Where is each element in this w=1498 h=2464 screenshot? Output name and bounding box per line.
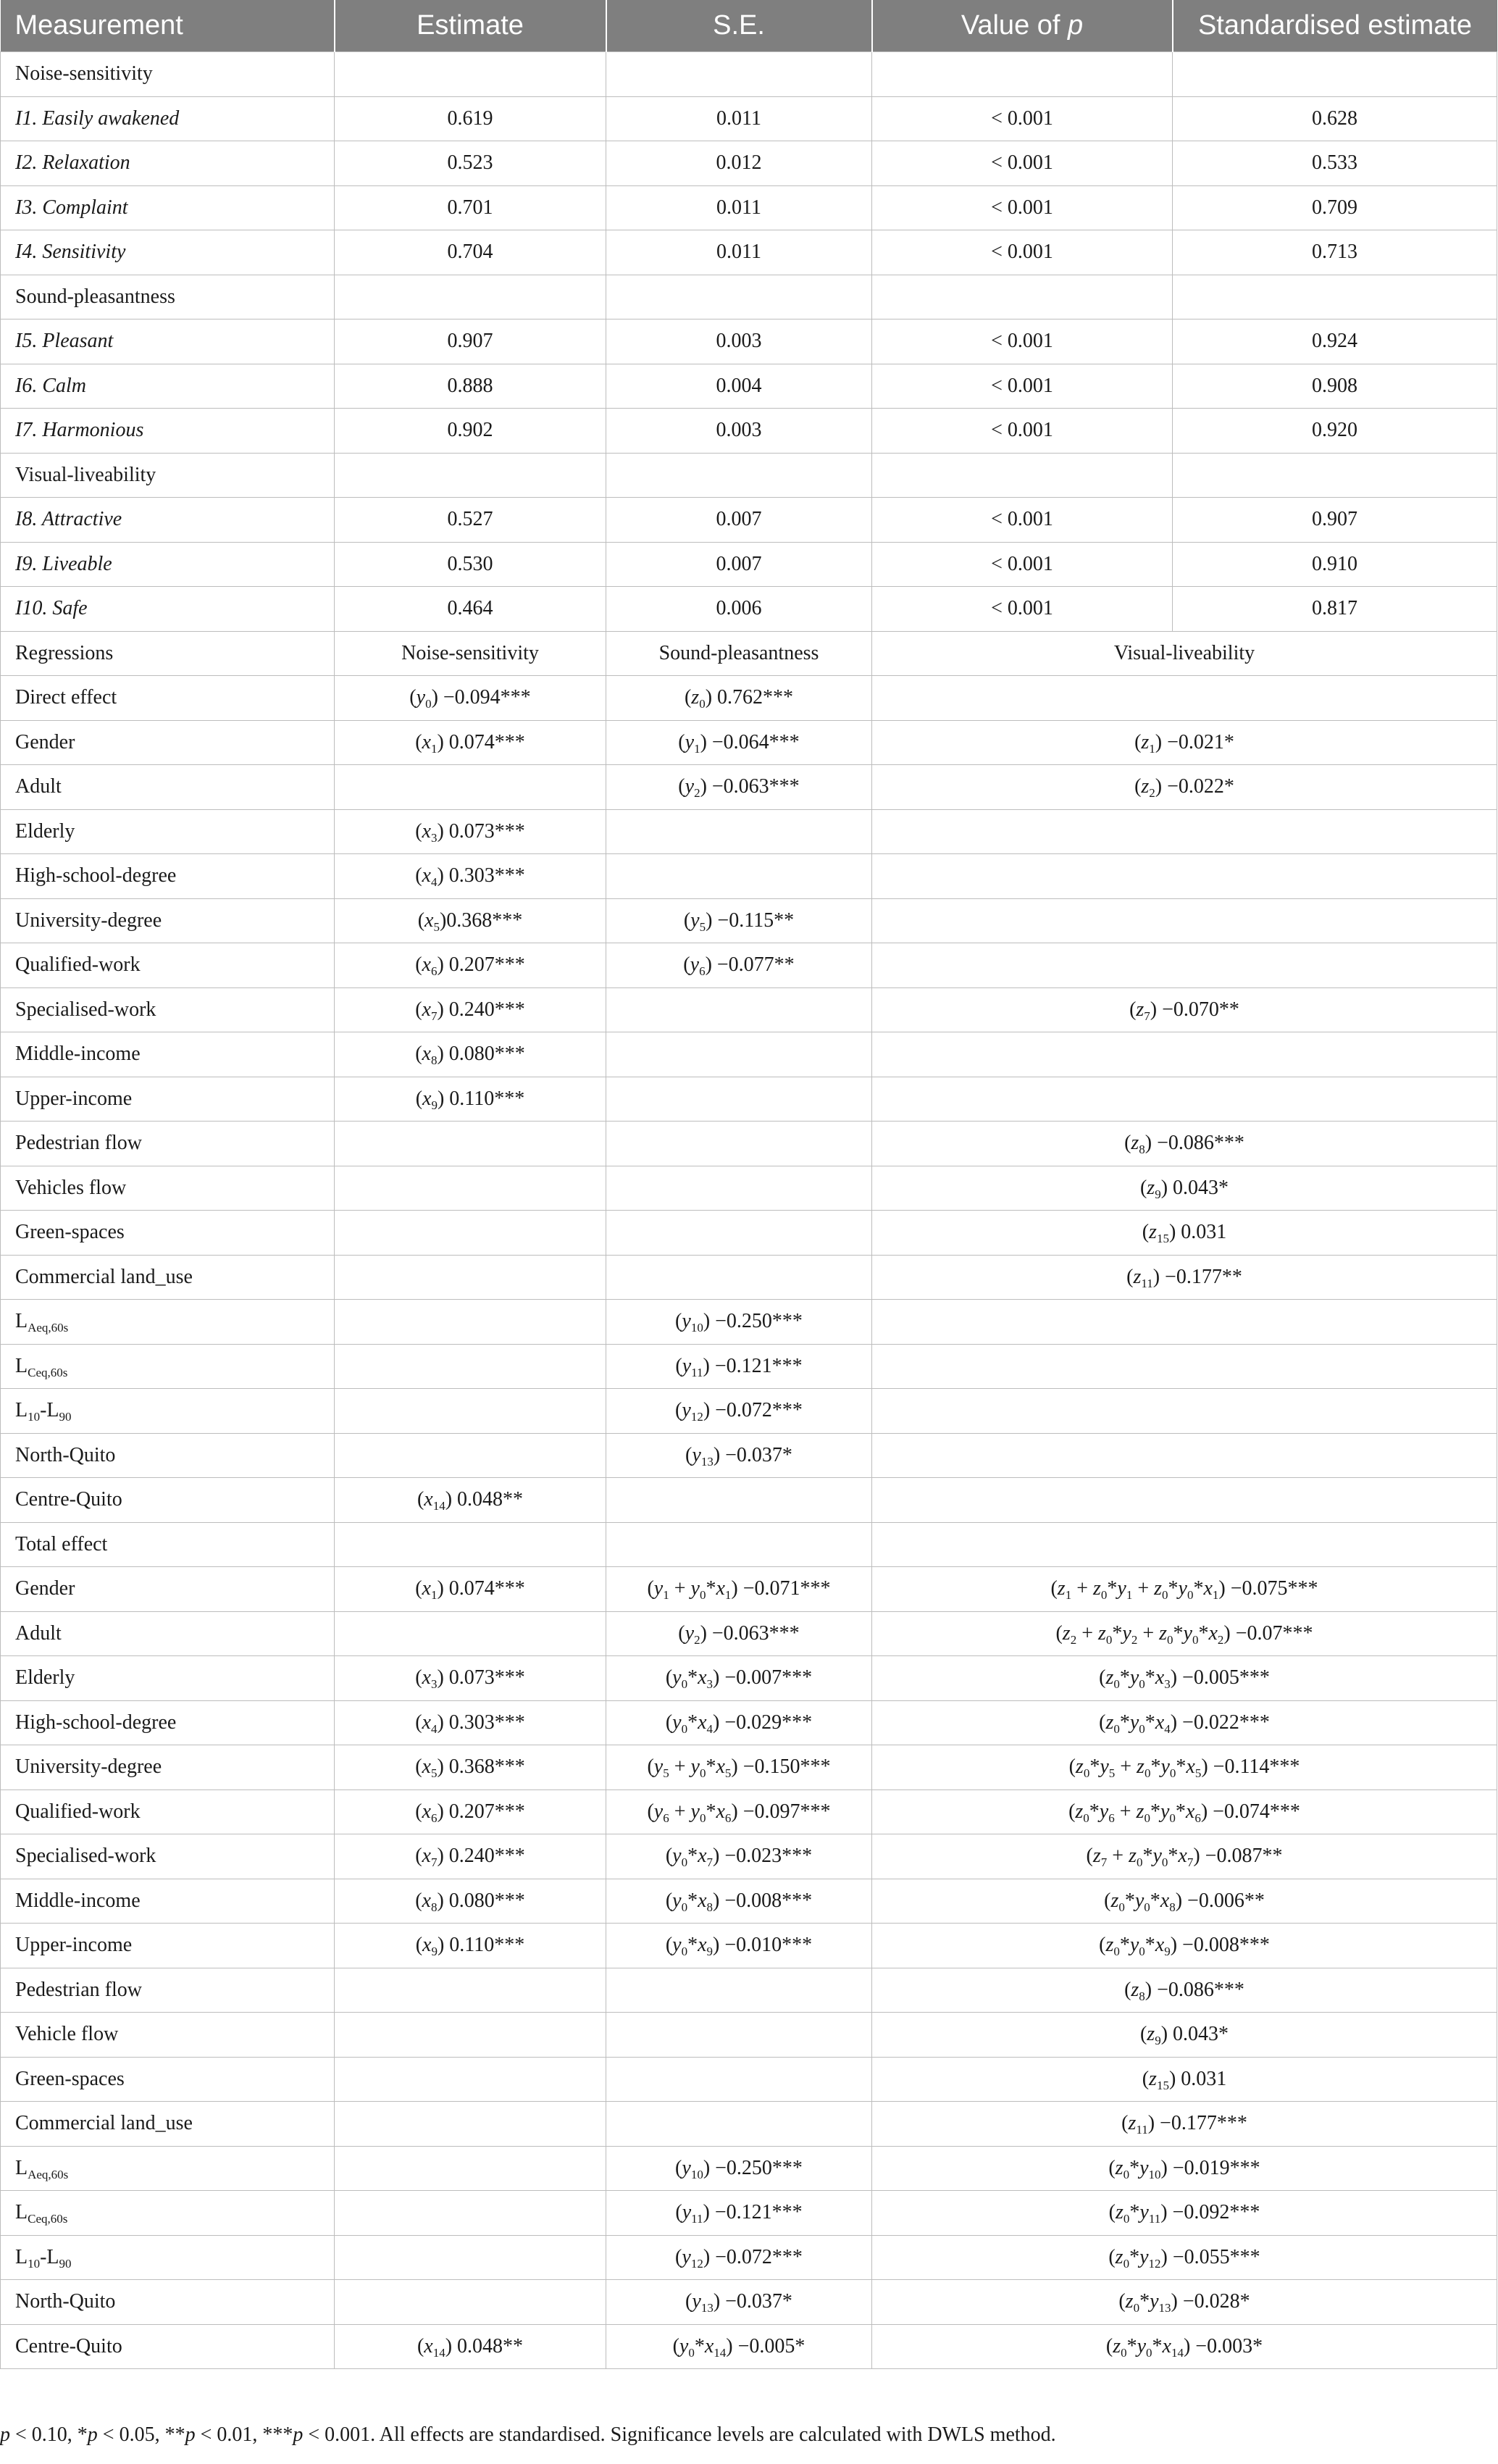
table-cell: $(z_0*y_5 + z_0*y_0*x_5) -0.114***$ [872, 1745, 1497, 1790]
table-row [1, 676, 1497, 721]
table-cell: $(y_0*x_7) -0.023***$ [606, 1834, 872, 1879]
table-row [1, 2191, 1497, 2236]
table-cell: $(z_{15})$ 0.031 [872, 1211, 1497, 1256]
table-cell: 0.704 [335, 230, 606, 275]
table-cell: $(x_{14})$ 0.048** [335, 2324, 606, 2369]
table-cell: $(x_1)$ 0.074*** [335, 1567, 606, 1612]
table-cell: $(z_9)$ 0.043* [872, 1166, 1497, 1211]
table-cell: $(z_8) -0.086***$ [872, 1968, 1497, 2013]
table-cell [872, 676, 1497, 721]
table-cell: $(x_4)$ 0.303*** [335, 854, 606, 899]
table-cell [335, 2102, 606, 2147]
table-cell [872, 854, 1497, 899]
table-cell [335, 1968, 606, 2013]
table-cell: $(z_{11}) -0.177**$ [872, 1255, 1497, 1300]
table-cell [1173, 52, 1497, 97]
row-label: $L_{Aeq,60s}$ [1, 1300, 335, 1345]
table-cell: $(z_0*y_0*x_{14}) -0.003*$ [872, 2324, 1497, 2369]
table-cell: 0.012 [606, 141, 872, 186]
table-cell: $(y_0) -0.094***$ [335, 676, 606, 721]
table-cell: 0.713 [1173, 230, 1497, 275]
row-label: Adult [1, 765, 335, 810]
table-row [1, 1344, 1497, 1389]
table-cell [872, 1389, 1497, 1434]
table-cell: $(x_8)$ 0.080*** [335, 1032, 606, 1077]
table-cell: 0.628 [1173, 96, 1497, 141]
table-cell: $(z_8) -0.086***$ [872, 1122, 1497, 1166]
table-row [1, 453, 1497, 498]
table-cell: $(y_{12}) -0.072***$ [606, 1389, 872, 1434]
row-label: Sound-pleasantness [1, 275, 335, 320]
table-cell: $(y_{11}) -0.121***$ [606, 2191, 872, 2236]
table-cell: $(y_0*x_{14}) -0.005*$ [606, 2324, 872, 2369]
table-header [1, 0, 1497, 52]
row-label: Pedestrian flow [1, 1122, 335, 1166]
table-cell: $(z_7 + z_0*y_0*x_7) -0.087**$ [872, 1834, 1497, 1879]
row-label: Qualified-work [1, 1789, 335, 1834]
table-cell: $(z_7) -0.070**$ [872, 987, 1497, 1032]
table-cell: 0.011 [606, 185, 872, 230]
row-label: Specialised-work [1, 1834, 335, 1879]
table-cell: 0.006 [606, 587, 872, 632]
row-label: Specialised-work [1, 987, 335, 1032]
table-body [1, 52, 1497, 2369]
table-cell [606, 1032, 872, 1077]
table-cell: $(y_{10}) -0.250***$ [606, 2146, 872, 2191]
table-cell [606, 275, 872, 320]
table-cell [872, 1478, 1497, 1523]
table-cell [606, 1122, 872, 1166]
table-cell [335, 1433, 606, 1478]
table-cell: $(z_1) -0.021*$ [872, 720, 1497, 765]
table-row [1, 1211, 1497, 1256]
table-cell: < 0.001 [872, 409, 1173, 454]
table-cell: $(z_0*y_{11}) -0.092***$ [872, 2191, 1497, 2236]
table-cell: $(x_7)$ 0.240*** [335, 987, 606, 1032]
row-label: Middle-income [1, 1879, 335, 1924]
table-cell: 0.910 [1173, 542, 1497, 587]
table-cell [606, 987, 872, 1032]
table-row [1, 809, 1497, 854]
table-row [1, 1879, 1497, 1924]
table-cell [872, 52, 1173, 97]
table-row [1, 498, 1497, 543]
table-cell [872, 1077, 1497, 1122]
table-cell: $(z_9)$ 0.043* [872, 2013, 1497, 2058]
row-label: I8. Attractive [1, 498, 335, 543]
table-cell [335, 1522, 606, 1567]
table-row [1, 1968, 1497, 2013]
table-row [1, 96, 1497, 141]
table-cell: $(z_0*y_0*x_4) -0.022***$ [872, 1700, 1497, 1745]
table-cell [335, 1122, 606, 1166]
table-cell [872, 1522, 1497, 1567]
table-cell: $(x_8)$ 0.080*** [335, 1879, 606, 1924]
table-cell: $(y_0*x_8) -0.008***$ [606, 1879, 872, 1924]
table-cell: $(x_3)$ 0.073*** [335, 809, 606, 854]
row-label: $L_{Aeq,60s}$ [1, 2146, 335, 2191]
table-cell: < 0.001 [872, 320, 1173, 364]
table-cell: < 0.001 [872, 542, 1173, 587]
table-cell: 0.924 [1173, 320, 1497, 364]
header-p-value-label: Value of p [961, 10, 1084, 41]
table-cell: $(z_{11}) -0.177***$ [872, 2102, 1497, 2147]
table-cell: 0.007 [606, 542, 872, 587]
table-row [1, 1433, 1497, 1478]
table-cell: 0.888 [335, 364, 606, 409]
table-cell: 0.003 [606, 409, 872, 454]
table-cell [335, 1389, 606, 1434]
header-standardised: Standardised estimate [1173, 0, 1497, 52]
table-cell [606, 2102, 872, 2147]
table-cell [335, 453, 606, 498]
table-cell: $(z_0*y_{13}) -0.028*$ [872, 2280, 1497, 2325]
row-label: I1. Easily awakened [1, 96, 335, 141]
row-label: Elderly [1, 809, 335, 854]
header-measurement: Measurement [1, 0, 335, 52]
table-cell: $(z_2 + z_0*y_2 + z_0*y_0*x_2) -0.07***$ [872, 1611, 1497, 1656]
table-cell [335, 2146, 606, 2191]
table-cell: < 0.001 [872, 230, 1173, 275]
table-footnote: p < 0.10, *p < 0.05, **p < 0.01, ***p < 0.001. All effects are standardised. Significance levels are calculated with DWLS method. [0, 2423, 1056, 2446]
table-cell [335, 2057, 606, 2102]
table-row [1, 1789, 1497, 1834]
table-cell [335, 52, 606, 97]
table-row [1, 2280, 1497, 2325]
table-cell: $(y_{13}) -0.037*$ [606, 1433, 872, 1478]
table-cell: $(y_{10}) -0.250***$ [606, 1300, 872, 1345]
table-cell: $(y_6) -0.077**$ [606, 943, 872, 988]
table-cell [1173, 453, 1497, 498]
table-row [1, 141, 1497, 186]
row-label: Noise-sensitivity [1, 52, 335, 97]
table-cell [335, 765, 606, 810]
table-cell: $(x_5)$ 0.368*** [335, 1745, 606, 1790]
table-row [1, 898, 1497, 943]
row-label: Upper-income [1, 1924, 335, 1968]
row-label: $L_{Ceq,60s}$ [1, 2191, 335, 2236]
table-cell: $(x_{14})$ 0.048** [335, 1478, 606, 1523]
table-cell: < 0.001 [872, 141, 1173, 186]
row-label: High-school-degree [1, 854, 335, 899]
table-row [1, 320, 1497, 364]
table-cell: $(y_5) -0.115**$ [606, 898, 872, 943]
table-cell: $(x_1)$ 0.074*** [335, 720, 606, 765]
table-cell: $(y_0*x_3) -0.007***$ [606, 1656, 872, 1701]
table-cell [872, 275, 1173, 320]
row-label: High-school-degree [1, 1700, 335, 1745]
table-row [1, 987, 1497, 1032]
row-label: Middle-income [1, 1032, 335, 1077]
table-row [1, 1300, 1497, 1345]
table-cell: 0.004 [606, 364, 872, 409]
table-row [1, 2013, 1497, 2058]
row-label: University-degree [1, 898, 335, 943]
row-label: Total effect [1, 1522, 335, 1567]
table-cell: $(y_1 + y_0*x_1) -0.071***$ [606, 1567, 872, 1612]
row-label: Green-spaces [1, 1211, 335, 1256]
table-cell [335, 275, 606, 320]
table-cell: $(x_3)$ 0.073*** [335, 1656, 606, 1701]
table-cell: $(x_6)$ 0.207*** [335, 1789, 606, 1834]
table-row [1, 631, 1497, 676]
table-cell [606, 2057, 872, 2102]
table-cell: $(z_{15})$ 0.031 [872, 2057, 1497, 2102]
table-cell [335, 1611, 606, 1656]
table-row [1, 1656, 1497, 1701]
table-row [1, 1567, 1497, 1612]
table-cell [872, 1032, 1497, 1077]
table-cell: $(y_5 + y_0*x_5) -0.150***$ [606, 1745, 872, 1790]
table-cell [1173, 275, 1497, 320]
table-row [1, 1745, 1497, 1790]
table-cell: 0.003 [606, 320, 872, 364]
table-row [1, 587, 1497, 632]
table-cell [872, 1344, 1497, 1389]
table-row [1, 1611, 1497, 1656]
table-cell [335, 1344, 606, 1389]
table-cell: < 0.001 [872, 185, 1173, 230]
table-row [1, 2324, 1497, 2369]
table-cell [606, 1522, 872, 1567]
table-row [1, 364, 1497, 409]
table-row [1, 542, 1497, 587]
table-cell [606, 1968, 872, 2013]
row-label: Vehicle flow [1, 2013, 335, 2058]
table-cell [606, 1211, 872, 1256]
row-label: Elderly [1, 1656, 335, 1701]
row-label: I2. Relaxation [1, 141, 335, 186]
table-cell: $(x_9)$ 0.110*** [335, 1077, 606, 1122]
table-cell [335, 1255, 606, 1300]
table-cell: < 0.001 [872, 364, 1173, 409]
table-cell: $(x_6)$ 0.207*** [335, 943, 606, 988]
table-cell: Sound-pleasantness [606, 631, 872, 676]
table-cell: 0.907 [335, 320, 606, 364]
table-row [1, 1032, 1497, 1077]
table-row [1, 2057, 1497, 2102]
row-label: Centre-Quito [1, 2324, 335, 2369]
header-p-value [872, 0, 1173, 52]
table-row [1, 1522, 1497, 1567]
table-row [1, 52, 1497, 97]
table-row [1, 1122, 1497, 1166]
table-cell: 0.907 [1173, 498, 1497, 543]
table-row [1, 2146, 1497, 2191]
table-cell: $(z_1 + z_0*y_1 + z_0*y_0*x_1) -0.075***$ [872, 1567, 1497, 1612]
table-cell: $(y_{11}) -0.121***$ [606, 1344, 872, 1389]
table-row [1, 1834, 1497, 1879]
row-label: I10. Safe [1, 587, 335, 632]
table-cell [606, 52, 872, 97]
table-row [1, 1700, 1497, 1745]
table-cell: $(y_2) -0.063***$ [606, 1611, 872, 1656]
table-cell: $(y_{13}) -0.037*$ [606, 2280, 872, 2325]
table-cell: 0.523 [335, 141, 606, 186]
table-cell: $(z_0*y_{12}) -0.055***$ [872, 2235, 1497, 2280]
table-cell: $(z_0*y_6 + z_0*y_0*x_6) -0.074***$ [872, 1789, 1497, 1834]
table-row [1, 275, 1497, 320]
table-cell: $(y_0*x_4) -0.029***$ [606, 1700, 872, 1745]
table-cell [606, 854, 872, 899]
table-cell [872, 943, 1497, 988]
table-cell: < 0.001 [872, 96, 1173, 141]
table-cell [606, 1166, 872, 1211]
row-label: I9. Liveable [1, 542, 335, 587]
row-label: Upper-income [1, 1077, 335, 1122]
table-cell [335, 1300, 606, 1345]
table-cell [872, 1433, 1497, 1478]
table-cell [335, 2013, 606, 2058]
row-label: North-Quito [1, 1433, 335, 1478]
table-cell [606, 453, 872, 498]
row-label: Qualified-work [1, 943, 335, 988]
table-row [1, 1255, 1497, 1300]
table-cell [335, 2191, 606, 2236]
table-cell: $(z_0*y_0*x_8) -0.006**$ [872, 1879, 1497, 1924]
row-label: Regressions [1, 631, 335, 676]
table-cell [606, 2013, 872, 2058]
row-label: Pedestrian flow [1, 1968, 335, 2013]
table-cell [335, 2235, 606, 2280]
table-cell: 0.011 [606, 230, 872, 275]
table-row [1, 1924, 1497, 1968]
table-row [1, 854, 1497, 899]
table-cell: 0.530 [335, 542, 606, 587]
table-cell [872, 1300, 1497, 1345]
table-row [1, 765, 1497, 810]
table-row [1, 409, 1497, 454]
table-cell: $(z_0*y_0*x_3) -0.005***$ [872, 1656, 1497, 1701]
table-cell: 0.007 [606, 498, 872, 543]
row-label: University-degree [1, 1745, 335, 1790]
table-cell: $(x_7)$ 0.240*** [335, 1834, 606, 1879]
header-row [1, 0, 1497, 52]
table-cell [606, 1255, 872, 1300]
table-cell: 0.920 [1173, 409, 1497, 454]
table-row [1, 1077, 1497, 1122]
table-cell: Noise-sensitivity [335, 631, 606, 676]
table-cell: 0.464 [335, 587, 606, 632]
table-cell: $(y_2) -0.063***$ [606, 765, 872, 810]
row-label: $L_{10}-L_{90}$ [1, 1389, 335, 1434]
table-cell [335, 2280, 606, 2325]
row-label: I5. Pleasant [1, 320, 335, 364]
row-label: I6. Calm [1, 364, 335, 409]
row-label: I7. Harmonious [1, 409, 335, 454]
table-cell: $(x_5)0.368***$ [335, 898, 606, 943]
table-cell: 0.701 [335, 185, 606, 230]
row-label: Commercial land_use [1, 2102, 335, 2147]
table-cell [872, 898, 1497, 943]
table-row [1, 185, 1497, 230]
table-cell: < 0.001 [872, 498, 1173, 543]
table-cell [872, 453, 1173, 498]
row-label: Commercial land_use [1, 1255, 335, 1300]
table-row [1, 230, 1497, 275]
table-row [1, 2235, 1497, 2280]
table-cell [606, 809, 872, 854]
table-cell [335, 1211, 606, 1256]
table-cell: $(z_0)$ 0.762*** [606, 676, 872, 721]
row-label: Direct effect [1, 676, 335, 721]
table-cell: $(y_{12}) -0.072***$ [606, 2235, 872, 2280]
table-cell: $(x_9)$ 0.110*** [335, 1924, 606, 1968]
table-cell: 0.527 [335, 498, 606, 543]
table-cell: $(z_0*y_{10}) -0.019***$ [872, 2146, 1497, 2191]
table-cell: 0.709 [1173, 185, 1497, 230]
row-label: Green-spaces [1, 2057, 335, 2102]
table-cell: $(y_6 + y_0*x_6) -0.097***$ [606, 1789, 872, 1834]
row-label: I3. Complaint [1, 185, 335, 230]
row-label: $L_{Ceq,60s}$ [1, 1344, 335, 1389]
table-row [1, 2102, 1497, 2147]
table-cell: 0.817 [1173, 587, 1497, 632]
table-cell [872, 809, 1497, 854]
row-label: Adult [1, 1611, 335, 1656]
table-cell: Visual-liveability [872, 631, 1497, 676]
table-cell: 0.533 [1173, 141, 1497, 186]
row-label: $L_{10}-L_{90}$ [1, 2235, 335, 2280]
table-cell [606, 1478, 872, 1523]
row-label: Gender [1, 1567, 335, 1612]
table-cell: $(y_0*x_9) -0.010***$ [606, 1924, 872, 1968]
table-cell [606, 1077, 872, 1122]
row-label: North-Quito [1, 2280, 335, 2325]
header-estimate: Estimate [335, 0, 606, 52]
row-label: Gender [1, 720, 335, 765]
table-cell: 0.619 [335, 96, 606, 141]
table-cell: $(y_1) -0.064***$ [606, 720, 872, 765]
table-cell: $(z_2) -0.022*$ [872, 765, 1497, 810]
table-row [1, 1166, 1497, 1211]
table-cell: < 0.001 [872, 587, 1173, 632]
row-label: Visual-liveability [1, 453, 335, 498]
table-row [1, 943, 1497, 988]
row-label: Vehicles flow [1, 1166, 335, 1211]
table-cell: 0.902 [335, 409, 606, 454]
row-label: I4. Sensitivity [1, 230, 335, 275]
table-row [1, 1389, 1497, 1434]
header-se: S.E. [606, 0, 872, 52]
row-label: Centre-Quito [1, 1478, 335, 1523]
table-row [1, 720, 1497, 765]
table-cell [335, 1166, 606, 1211]
table-cell: 0.011 [606, 96, 872, 141]
table-cell: $(z_0*y_0*x_9) -0.008***$ [872, 1924, 1497, 1968]
table-row [1, 1478, 1497, 1523]
table-cell: $(x_4)$ 0.303*** [335, 1700, 606, 1745]
table-cell: 0.908 [1173, 364, 1497, 409]
